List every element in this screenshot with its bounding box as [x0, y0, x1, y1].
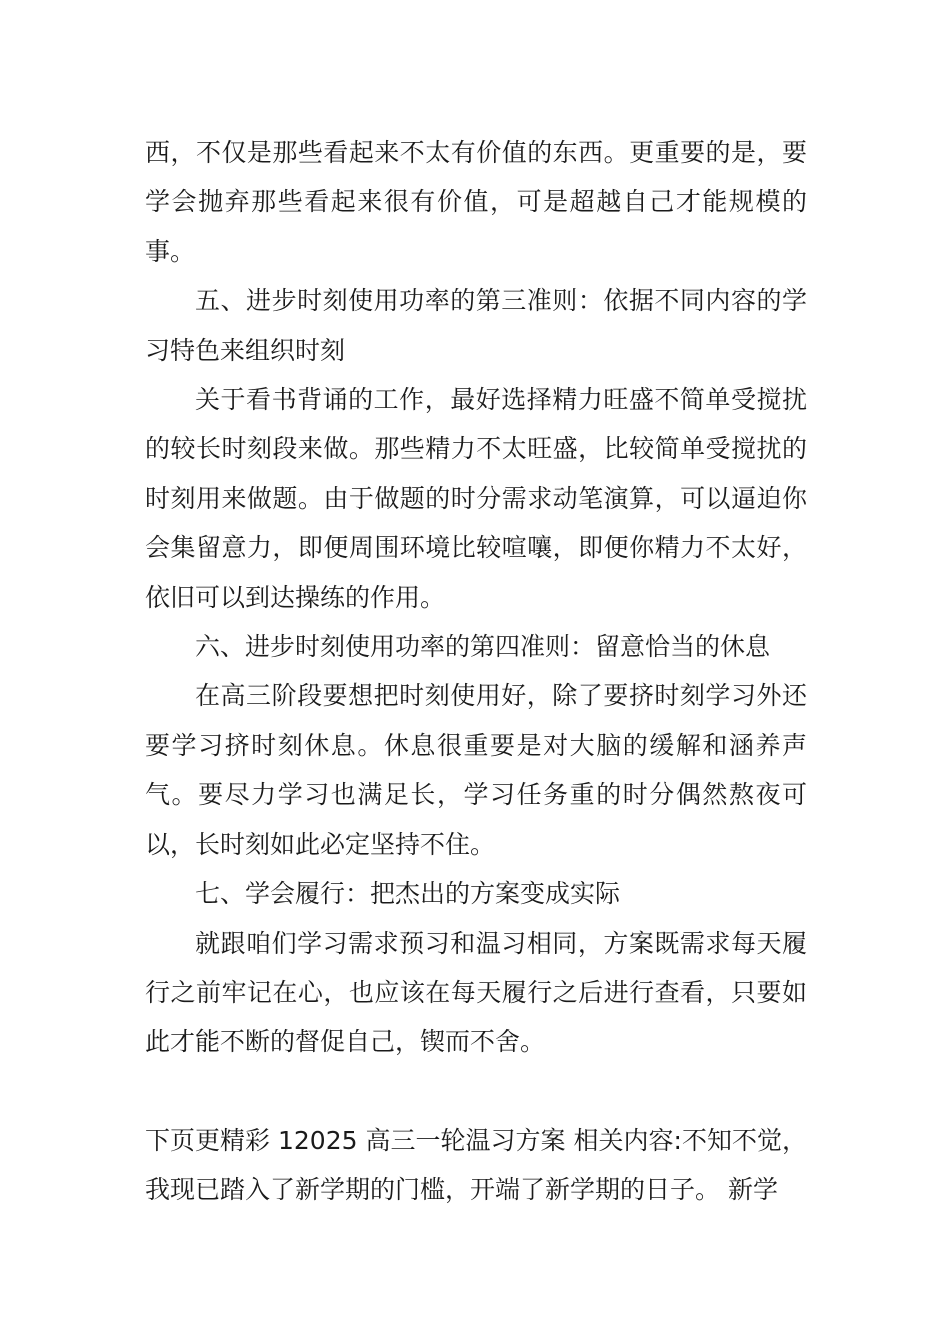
paragraph-study-scheduling: 关于看书背诵的工作，最好选择精力旺盛不简单受搅扰的较长时刻段来做。那些精力不太旺盛，比较简单受搅扰的时刻用来做题。由于做题的时分需求动笔演算，可以逼迫你会集留意力，即便周围环境比较喧嚷，即便你精力不太好，依旧可以到达操练的作用。 [145, 385, 807, 612]
paragraph-next-page-link: 下页更精彩 12025 高三一轮温习方案 相关内容:不知不觉，我现已踏入了新学期的门槛，开端了新学期的日子。 新学 [145, 1125, 807, 1205]
section-heading-six: 六、进步时刻使用功率的第四准则：留意恰当的休息 [195, 632, 771, 662]
paragraph-continuation: 西，不仅是那些看起来不太有价值的东西。更重要的是，要学会抛弃那些看起来很有价值，可是超越自己才能规模的事。 [145, 138, 807, 266]
paragraph-execution: 就跟咱们学习需求预习和温习相同，方案既需求每天履行之前牢记在心，也应该在每天履行之后进行查看，只要如此才能不断的督促自己，锲而不舍。 [145, 928, 807, 1057]
document-body [145, 128, 807, 1215]
section-heading-five: 五、进步时刻使用功率的第三准则：依据不同内容的学习特色来组织时刻 [145, 286, 807, 365]
section-heading-seven: 七、学会履行：把杰出的方案变成实际 [195, 879, 621, 909]
blank-line [145, 1067, 807, 1116]
paragraph-rest: 在高三阶段要想把时刻使用好，除了要挤时刻学习外还要学习挤时刻休息。休息很重要是对大脑的缓解和涵养声气。要尽力学习也满足长，学习任务重的时分偶然熬夜可以，长时刻如此必定坚持不住。 [145, 681, 807, 859]
